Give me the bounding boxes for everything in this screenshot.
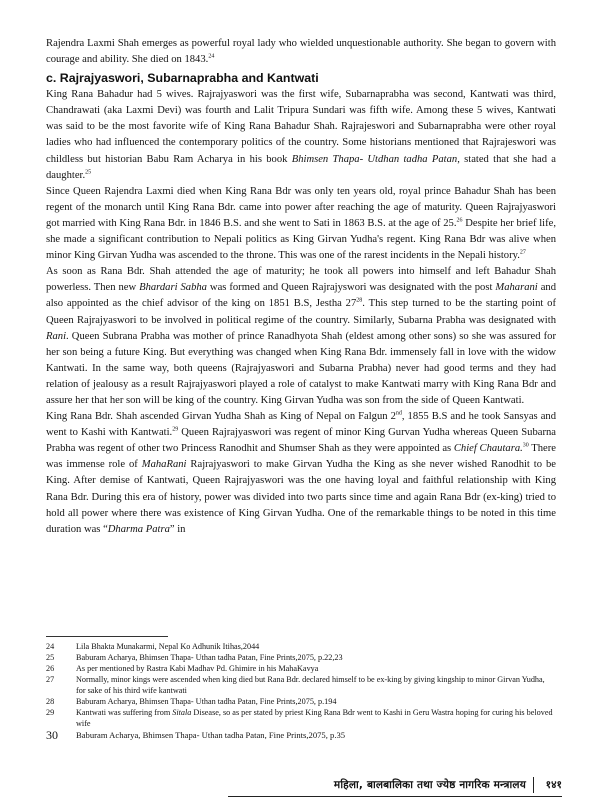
footnote-separator	[46, 636, 168, 637]
footnote-ref[interactable]: 29	[172, 426, 179, 433]
footnote-text: As per mentioned by Rastra Kabi Madhav Pd. Ghimire in his MahaKavya	[76, 664, 319, 673]
footnote-text-part: Kantwati was suffering from	[76, 708, 173, 717]
footnote-item	[46, 652, 556, 663]
footnote-text-part: Disease, so as per stated by priest King Rana Bdr went to Kashi in Geru Wastra hoping for curing his beloved wife	[76, 708, 553, 728]
footnote-ref[interactable]: 28	[356, 297, 363, 304]
footnote-text: Baburam Acharya, Bhimsen Thapa- Uthan tadha Patan, Fine Prints,2075, p.194	[76, 697, 337, 706]
footnote-item	[46, 729, 556, 742]
footnote-item	[46, 707, 556, 729]
footnote-number: 25	[46, 653, 55, 662]
paragraph-1	[46, 36, 556, 68]
page-footer	[228, 772, 562, 797]
paragraph-text: . This step turned to be the starting point of Queen Rajrajyaswori to be involved in political regime of the country. Similarly, Subarna Prabha was designated with	[46, 298, 557, 326]
footnote-text: Lila Bhakta Munakarmi, Nepal Ko Adhunik Itihas,2044	[76, 642, 260, 651]
paragraph-text: There was immense role of	[46, 443, 556, 471]
footnote-number: 29	[46, 708, 55, 717]
footnote-number: 26	[46, 664, 55, 673]
paragraph-text: Rajendra Laxmi Shah emerges as powerful royal lady who wielded unquestionable authority. She began to govern with courage and ability. She died on 1843.	[46, 38, 556, 66]
footnote-text	[76, 707, 556, 729]
footnote-ref[interactable]: 27	[519, 249, 526, 256]
paragraph-text: and also appointed as the chief advisor of the king on 1851 B.S, Jestha 27	[46, 282, 556, 310]
footnote-ref[interactable]: 24	[208, 53, 215, 60]
footnotes	[46, 641, 556, 742]
paragraph-5	[46, 409, 556, 538]
paragraph-text: was formed and Queen Rajrajyswori was designated with the post	[206, 282, 496, 294]
page-body	[46, 36, 556, 538]
emphasis-term: Rani	[46, 330, 67, 342]
paragraph-4	[46, 264, 556, 409]
paragraph-text: As soon as Rana Bdr. Shah attended the age of maturity; he took all powers into himself and left Bahadur Shah powerless. Then new	[46, 266, 556, 294]
footnote-text: Baburam Acharya, Bhimsen Thapa- Uthan tadha Patan, Fine Prints,2075, p.22,23	[76, 653, 343, 662]
emphasis-term: Bhardari Sabha	[139, 282, 207, 294]
book-title: Bhimsen Thapa- Utdhan tadha Patan	[291, 153, 458, 165]
disease-name: Sitala	[172, 708, 192, 717]
emphasis-term: Chief Chautara.	[453, 443, 523, 455]
footnote-text: Baburam Acharya, Bhimsen Thapa- Uthan tadha Patan, Fine Prints,2075, p.35	[76, 730, 346, 740]
paragraph-text: King Rana Bdr. Shah ascended Girvan Yudha Shah as King of Nepal on Falgun 2	[46, 411, 396, 423]
footnote-item	[46, 674, 556, 696]
paragraph-text: , stated that she had a daughter.	[46, 153, 557, 181]
section-heading: c. Rajrajyaswori, Subarnaprabha and Kantwati	[46, 71, 319, 86]
footnote-number: 28	[46, 697, 55, 706]
paragraph-text: , 1855 B.S and he took Sansyas and went to Kashi with Kantwati.	[46, 411, 556, 439]
paragraph-text: Rajrajyaswori to make Girvan Yudha the King as she never wished Ranodhit to be King. After demise of Kantwati, Queen Rajrajyaswori was the one having loyal and faithful relationship with King Rana Bdr. During this era of history, power was divided into two parts since time and again Rana Bdr (ex-king) tried to hold all power where there was existence of King Girvan Yudha. One of the remarkable things to be noted in this time duration was “	[46, 459, 556, 535]
ordinal-suffix: nd	[395, 410, 402, 417]
footnote-item	[46, 696, 556, 707]
footnote-ref[interactable]: 30	[522, 442, 529, 449]
paragraph-text: Despite her brief life, she made a significant contribution to Nepali politics as King Girvan Yudha's regent. King Rana Bdr was alive when minor King Girvan Yudha was ascended to the throne. This was one of the rarest incidents in the Nepali history.	[46, 217, 556, 262]
footnote-number: 27	[46, 675, 55, 684]
footnote-number: 24	[46, 642, 55, 651]
paragraph-text: Since Queen Rajendra Laxmi died when King Rana Bdr was only ten years old, royal prince Bahadur Shah has been regent of the monarch until King Rana Bdr. came into power after reaching the age of maturity. Queen Rajrajyaswori got married with King Rana Bdr. in 1846 B.S. and she went to Sati in 1863 B.S. at the age of 25.	[46, 185, 556, 229]
emphasis-term: Maharani	[495, 282, 538, 294]
footer-divider	[533, 777, 534, 793]
footnote-item	[46, 663, 556, 674]
paragraph-2	[46, 87, 556, 184]
paragraph-text: King Rana Bahadur had 5 wives. Rajrajyaswori was the first wife, Subarnaprabha was second, Kantwati was third, Chandrawati (aka Laxmi Devi) was fourth and Lalit Tripura Sundari was fifth wife. Among these 5 wives, Kantwati was said to be the most favorite wife of King Rana Bahadur Shah. Rajrajeswori and Subarnaprabha were other royal ladies who had influenced the contemporary politics of the country. Some historians mentioned that Rajrajeswori was childless but historian Babu Ram Acharya in his book	[46, 89, 556, 165]
paragraph-3	[46, 184, 556, 264]
paragraph-text: . Queen Subrana Prabha was mother of prince Ranadhyota Shah (eldest among other sons) so she was assured for her son being a future King. But everything was changed when King Rana Bdr. immensely fall in love with the widow Kantwati. In the same way, both queens (Rajrajyaswori and Subarna Prabha) never had good terms and they had relation of jealousy as a result Rajrajyaswori played a role of catalyst to make Kantwati marry with King Rana Bdr and assure her that her son will be king of the country. King Girvan Yudha was son from the side of Queen Kantwati.	[46, 330, 556, 406]
footnote-ref[interactable]: 25	[85, 169, 92, 176]
paragraph-text: ” in	[169, 523, 186, 535]
page-number: १४१	[545, 779, 562, 791]
emphasis-term: Dharma Patra	[107, 523, 170, 535]
footnote-item	[46, 641, 556, 652]
ministry-name: महिला, बालबालिका तथा ज्येष्ठ नागरिक मन्त्रालय	[333, 779, 526, 791]
emphasis-term: MahaRani	[141, 459, 187, 471]
paragraph-text: Queen Rajrajyaswori was regent of minor King Gurvan Yudha whereas Queen Subarna Prabha was regent of other two Princess Ranodhit and Shumser Shah as they were appointed as	[46, 427, 556, 455]
footnote-ref[interactable]: 26	[456, 217, 463, 224]
footnote-number: 30	[46, 728, 58, 742]
footnote-text: Normally, minor kings were ascended when king died but Rana Bdr. declared himself to be ex-king by giving kingship to minor Girvan Yudha, for sake of his third wife kantwati	[76, 675, 545, 695]
